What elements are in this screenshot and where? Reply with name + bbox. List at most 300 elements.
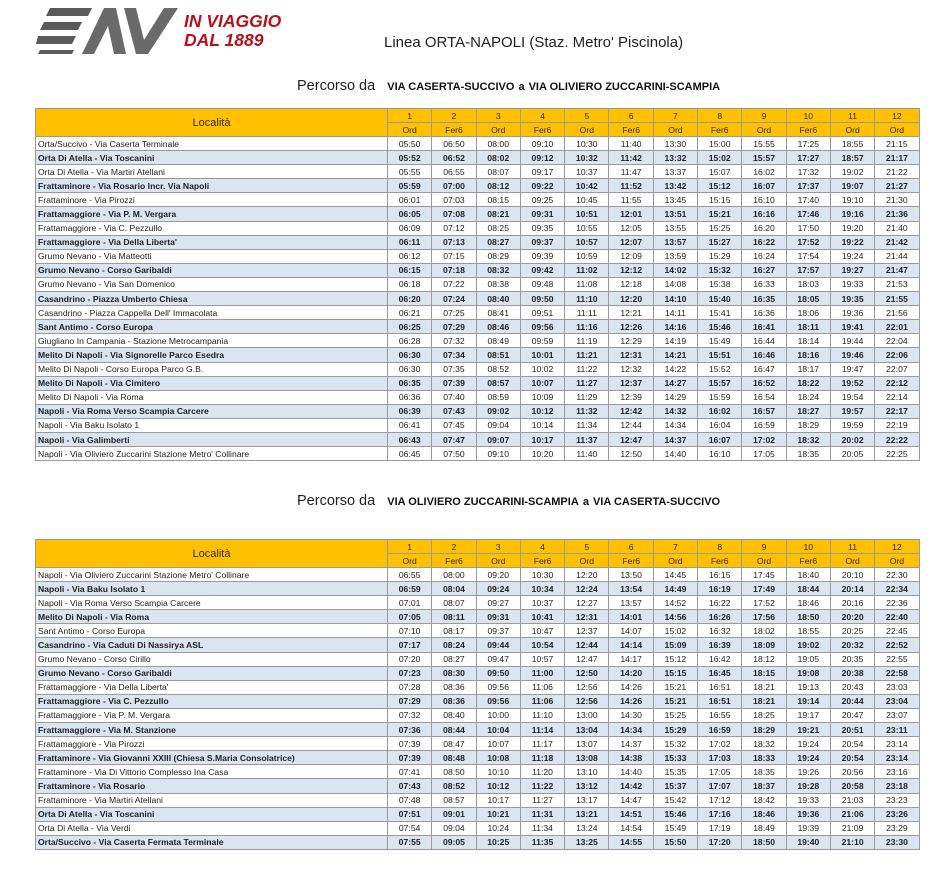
trip-number: 7 — [653, 109, 697, 123]
departure-time: 14:16 — [653, 320, 697, 334]
departure-time: 10:09 — [520, 390, 564, 404]
trip-number: 11 — [830, 109, 874, 123]
departure-time: 19:02 — [830, 165, 874, 179]
stop-name: Napoli - Via Baku Isolato 1 — [36, 418, 388, 432]
departure-time: 16:39 — [698, 638, 742, 652]
departure-time: 07:12 — [432, 221, 476, 235]
departure-time: 14:20 — [609, 666, 653, 680]
departure-time: 07:54 — [388, 821, 432, 835]
departure-time: 14:29 — [653, 390, 697, 404]
departure-time: 17:02 — [698, 737, 742, 751]
departure-time: 11:37 — [565, 432, 609, 446]
departure-time: 06:43 — [388, 432, 432, 446]
trip-number: 8 — [698, 109, 742, 123]
departure-time: 09:47 — [476, 652, 520, 666]
departure-time: 10:07 — [520, 376, 564, 390]
departure-time: 07:24 — [432, 292, 476, 306]
table-row — [36, 362, 920, 376]
departure-time: 16:59 — [742, 418, 786, 432]
departure-time: 22:19 — [875, 418, 919, 432]
departure-time: 11:06 — [520, 680, 564, 694]
departure-time: 08:40 — [476, 292, 520, 306]
departure-time: 10:10 — [476, 765, 520, 779]
departure-time: 21:03 — [830, 793, 874, 807]
table-row — [36, 680, 920, 694]
departure-time: 06:20 — [388, 292, 432, 306]
table-row — [36, 708, 920, 722]
departure-time: 15:02 — [653, 624, 697, 638]
departure-time: 08:36 — [432, 694, 476, 708]
outbound-timetable — [35, 108, 920, 461]
departure-time: 08:48 — [432, 751, 476, 765]
departure-time: 23:26 — [875, 807, 919, 821]
departure-time: 08:44 — [432, 723, 476, 737]
table-row — [36, 277, 920, 291]
departure-time: 19:24 — [830, 249, 874, 263]
departure-time: 10:41 — [520, 610, 564, 624]
departure-time: 08:59 — [476, 390, 520, 404]
departure-time: 08:41 — [476, 306, 520, 320]
departure-time: 14:40 — [609, 765, 653, 779]
departure-time: 18:35 — [786, 447, 830, 461]
departure-time: 08:52 — [476, 362, 520, 376]
departure-time: 13:10 — [565, 765, 609, 779]
departure-time: 11:18 — [520, 751, 564, 765]
table-row — [36, 624, 920, 638]
departure-time: 23:07 — [875, 708, 919, 722]
departure-time: 16:51 — [698, 694, 742, 708]
departure-time: 14:17 — [609, 652, 653, 666]
departure-time: 10:34 — [520, 582, 564, 596]
departure-time: 10:12 — [520, 404, 564, 418]
departure-time: 15:32 — [653, 737, 697, 751]
departure-time: 13:57 — [653, 235, 697, 249]
departure-time: 07:48 — [388, 793, 432, 807]
departure-time: 06:01 — [388, 193, 432, 207]
departure-time: 21:55 — [875, 292, 919, 306]
departure-time: 07:32 — [432, 334, 476, 348]
departure-time: 08:49 — [476, 334, 520, 348]
departure-time: 10:51 — [565, 207, 609, 221]
departure-time: 20:16 — [830, 596, 874, 610]
departure-time: 12:56 — [565, 680, 609, 694]
trip-number: 1 — [388, 540, 432, 554]
departure-time: 09:42 — [520, 263, 564, 277]
departure-time: 18:12 — [742, 652, 786, 666]
departure-time: 22:36 — [875, 596, 919, 610]
trip-number: 7 — [653, 540, 697, 554]
trip-type: Fer6 — [786, 123, 830, 137]
departure-time: 19:26 — [786, 765, 830, 779]
departure-time: 15:59 — [698, 390, 742, 404]
departure-time: 09:39 — [520, 249, 564, 263]
departure-time: 08:52 — [432, 779, 476, 793]
departure-time: 09:07 — [476, 432, 520, 446]
departure-time: 14:21 — [653, 348, 697, 362]
departure-time: 08:40 — [432, 708, 476, 722]
departure-time: 05:55 — [388, 165, 432, 179]
departure-time: 09:37 — [520, 235, 564, 249]
departure-time: 12:20 — [565, 568, 609, 582]
table-row — [36, 193, 920, 207]
departure-time: 23:29 — [875, 821, 919, 835]
departure-time: 09:59 — [520, 334, 564, 348]
departure-time: 06:21 — [388, 306, 432, 320]
departure-time: 11:14 — [520, 723, 564, 737]
trip-type: Ord — [388, 554, 432, 568]
departure-time: 07:55 — [388, 835, 432, 849]
stop-name: Orta Di Atella - Via Toscanini — [36, 807, 388, 821]
stop-name: Casandrino - Piazza Cappella Dell' Immacolata — [36, 306, 388, 320]
departure-time: 12:29 — [609, 334, 653, 348]
stop-name: Orta Di Atella - Via Verdi — [36, 821, 388, 835]
stop-name: Frattamaggiore - Via C. Pezzullo — [36, 694, 388, 708]
departure-time: 07:15 — [432, 249, 476, 263]
departure-time: 12:37 — [565, 624, 609, 638]
departure-time: 11:34 — [520, 821, 564, 835]
table-row — [36, 263, 920, 277]
departure-time: 10:04 — [476, 723, 520, 737]
departure-time: 21:22 — [875, 165, 919, 179]
departure-time: 19:21 — [786, 723, 830, 737]
departure-time: 14:30 — [609, 708, 653, 722]
trip-type: Fer6 — [698, 554, 742, 568]
departure-time: 22:06 — [875, 348, 919, 362]
departure-time: 22:34 — [875, 582, 919, 596]
departure-time: 07:25 — [432, 306, 476, 320]
departure-time: 13:21 — [565, 807, 609, 821]
table-row — [36, 348, 920, 362]
return-connector: a — [582, 496, 589, 508]
departure-time: 14:38 — [609, 751, 653, 765]
departure-time: 07:22 — [432, 277, 476, 291]
departure-time: 10:21 — [476, 807, 520, 821]
departure-time: 07:03 — [432, 193, 476, 207]
departure-time: 10:20 — [520, 447, 564, 461]
departure-time: 05:52 — [388, 151, 432, 165]
departure-time: 13:08 — [565, 751, 609, 765]
departure-time: 09:37 — [476, 624, 520, 638]
trip-type: Ord — [653, 554, 697, 568]
table-row — [36, 292, 920, 306]
departure-time: 15:55 — [742, 137, 786, 151]
table-row — [36, 765, 920, 779]
trip-type: Fer6 — [520, 123, 564, 137]
departure-time: 19:54 — [830, 390, 874, 404]
departure-time: 09:44 — [476, 638, 520, 652]
table-row — [36, 404, 920, 418]
departure-time: 09:24 — [476, 582, 520, 596]
departure-time: 10:25 — [476, 835, 520, 849]
departure-time: 15:15 — [653, 666, 697, 680]
departure-time: 12:27 — [565, 596, 609, 610]
table-row — [36, 723, 920, 737]
departure-time: 14:34 — [609, 723, 653, 737]
departure-time: 21:10 — [830, 835, 874, 849]
departure-time: 17:45 — [742, 568, 786, 582]
departure-time: 16:41 — [742, 320, 786, 334]
trip-number: 5 — [565, 109, 609, 123]
stop-name: Napoli - Via Galimberti — [36, 432, 388, 446]
table-row — [36, 207, 920, 221]
departure-time: 08:12 — [476, 179, 520, 193]
departure-time: 20:56 — [830, 765, 874, 779]
stop-name: Grumo Nevano - Corso Garibaldi — [36, 666, 388, 680]
stop-name: Frattamaggiore - Via P. M. Vergara — [36, 207, 388, 221]
departure-time: 11:42 — [609, 151, 653, 165]
departure-time: 10:17 — [520, 432, 564, 446]
departure-time: 23:16 — [875, 765, 919, 779]
departure-time: 06:52 — [432, 151, 476, 165]
table-row — [36, 666, 920, 680]
trip-type: Ord — [476, 554, 520, 568]
trip-number: 12 — [875, 540, 919, 554]
departure-time: 12:01 — [609, 207, 653, 221]
departure-time: 09:01 — [432, 807, 476, 821]
departure-time: 06:55 — [432, 165, 476, 179]
stop-name: Grumo Nevano - Corso Cirillo — [36, 652, 388, 666]
departure-time: 22:07 — [875, 362, 919, 376]
trip-number: 3 — [476, 540, 520, 554]
departure-time: 16:52 — [742, 376, 786, 390]
departure-time: 08:27 — [476, 235, 520, 249]
departure-time: 15:32 — [698, 263, 742, 277]
departure-time: 09:31 — [476, 610, 520, 624]
departure-time: 14:26 — [609, 694, 653, 708]
departure-time: 10:07 — [476, 737, 520, 751]
departure-time: 19:59 — [830, 418, 874, 432]
departure-time: 16:36 — [742, 306, 786, 320]
departure-time: 14:14 — [609, 638, 653, 652]
departure-time: 16:51 — [698, 680, 742, 694]
departure-time: 18:29 — [786, 418, 830, 432]
departure-time: 08:07 — [476, 165, 520, 179]
table-row — [36, 320, 920, 334]
departure-time: 17:37 — [786, 179, 830, 193]
departure-time: 11:27 — [520, 793, 564, 807]
departure-time: 14:10 — [653, 292, 697, 306]
departure-time: 15:35 — [653, 765, 697, 779]
departure-time: 07:35 — [432, 362, 476, 376]
departure-time: 14:02 — [653, 263, 697, 277]
departure-time: 20:35 — [830, 652, 874, 666]
departure-time: 12:39 — [609, 390, 653, 404]
departure-time: 08:00 — [432, 568, 476, 582]
departure-time: 22:12 — [875, 376, 919, 390]
departure-time: 12:18 — [609, 277, 653, 291]
departure-time: 08:36 — [432, 680, 476, 694]
trip-number: 8 — [698, 540, 742, 554]
departure-time: 18:46 — [742, 807, 786, 821]
departure-time: 19:44 — [830, 334, 874, 348]
departure-time: 06:12 — [388, 249, 432, 263]
departure-time: 13:07 — [565, 737, 609, 751]
departure-time: 20:54 — [830, 751, 874, 765]
departure-time: 06:41 — [388, 418, 432, 432]
departure-time: 16:02 — [742, 165, 786, 179]
departure-time: 19:39 — [786, 821, 830, 835]
departure-time: 13:37 — [653, 165, 697, 179]
departure-time: 14:01 — [609, 610, 653, 624]
table-row — [36, 249, 920, 263]
departure-time: 15:25 — [698, 221, 742, 235]
trip-type: Ord — [830, 554, 874, 568]
departure-time: 18:15 — [742, 666, 786, 680]
departure-time: 16:32 — [698, 624, 742, 638]
departure-time: 12:37 — [609, 376, 653, 390]
table-row — [36, 582, 920, 596]
departure-time: 10:12 — [476, 779, 520, 793]
departure-time: 13:04 — [565, 723, 609, 737]
return-to: VIA CASERTA-SUCCIVO — [592, 496, 721, 508]
departure-time: 13:24 — [565, 821, 609, 835]
departure-time: 19:46 — [830, 348, 874, 362]
departure-time: 12:07 — [609, 235, 653, 249]
departure-time: 06:09 — [388, 221, 432, 235]
stop-name: Napoli - Via Oliviero Zuccarini Stazione Metro' Collinare — [36, 447, 388, 461]
departure-time: 12:09 — [609, 249, 653, 263]
departure-time: 07:28 — [388, 680, 432, 694]
departure-time: 18:21 — [742, 680, 786, 694]
departure-time: 15:12 — [698, 179, 742, 193]
departure-time: 11:29 — [565, 390, 609, 404]
departure-time: 06:39 — [388, 404, 432, 418]
departure-time: 09:56 — [476, 680, 520, 694]
departure-time: 07:40 — [432, 390, 476, 404]
departure-time: 16:42 — [698, 652, 742, 666]
table-row — [36, 334, 920, 348]
departure-time: 13:51 — [653, 207, 697, 221]
departure-time: 13:30 — [653, 137, 697, 151]
stop-name: Frattamaggiore - Via Della Liberta' — [36, 235, 388, 249]
departure-time: 07:47 — [432, 432, 476, 446]
departure-time: 07:17 — [388, 638, 432, 652]
departure-time: 18:22 — [786, 376, 830, 390]
departure-time: 09:04 — [432, 821, 476, 835]
departure-time: 09:35 — [520, 221, 564, 235]
departure-time: 21:27 — [875, 179, 919, 193]
departure-time: 18:14 — [786, 334, 830, 348]
departure-time: 19:52 — [830, 376, 874, 390]
departure-time: 19:08 — [786, 666, 830, 680]
departure-time: 08:46 — [476, 320, 520, 334]
table-row — [36, 390, 920, 404]
trip-number: 10 — [786, 109, 830, 123]
departure-time: 10:54 — [520, 638, 564, 652]
departure-time: 18:11 — [786, 320, 830, 334]
departure-time: 10:32 — [565, 151, 609, 165]
location-header: Località — [36, 109, 388, 137]
departure-time: 15:09 — [653, 638, 697, 652]
stop-name: Frattaminore - Via Martiri Atellani — [36, 793, 388, 807]
departure-time: 11:47 — [609, 165, 653, 179]
departure-time: 21:42 — [875, 235, 919, 249]
departure-time: 11:40 — [565, 447, 609, 461]
table-row — [36, 652, 920, 666]
outbound-connector: a — [518, 81, 525, 93]
departure-time: 06:55 — [388, 568, 432, 582]
departure-time: 14:27 — [653, 376, 697, 390]
stop-name: Melito Di Napoli - Via Cimitero — [36, 376, 388, 390]
departure-time: 07:34 — [432, 348, 476, 362]
departure-time: 17:32 — [786, 165, 830, 179]
table-row — [36, 306, 920, 320]
departure-time: 16:27 — [742, 263, 786, 277]
departure-time: 12:47 — [609, 432, 653, 446]
departure-time: 15:21 — [653, 680, 697, 694]
departure-time: 12:44 — [565, 638, 609, 652]
table-row — [36, 376, 920, 390]
departure-time: 16:22 — [698, 596, 742, 610]
departure-time: 18:02 — [742, 624, 786, 638]
departure-time: 13:59 — [653, 249, 697, 263]
departure-time: 15:29 — [653, 723, 697, 737]
trip-type: Ord — [565, 554, 609, 568]
departure-time: 16:20 — [742, 221, 786, 235]
departure-time: 22:40 — [875, 610, 919, 624]
departure-time: 18:55 — [786, 624, 830, 638]
departure-time: 11:06 — [520, 694, 564, 708]
departure-time: 15:07 — [698, 165, 742, 179]
departure-time: 10:30 — [520, 568, 564, 582]
logo-tagline — [184, 12, 281, 50]
departure-time: 23:11 — [875, 723, 919, 737]
stop-name: Melito Di Napoli - Via Roma — [36, 390, 388, 404]
departure-time: 19:22 — [830, 235, 874, 249]
departure-time: 19:24 — [786, 737, 830, 751]
departure-time: 15:50 — [653, 835, 697, 849]
trip-type: Fer6 — [609, 123, 653, 137]
departure-time: 16:24 — [742, 249, 786, 263]
departure-time: 12:44 — [609, 418, 653, 432]
stop-name: Giugliano In Campania - Stazione Metrocampania — [36, 334, 388, 348]
departure-time: 12:05 — [609, 221, 653, 235]
trip-number: 2 — [432, 540, 476, 554]
departure-time: 15:40 — [698, 292, 742, 306]
departure-time: 21:56 — [875, 306, 919, 320]
trip-type: Fer6 — [609, 554, 653, 568]
departure-time: 09:51 — [520, 306, 564, 320]
departure-time: 13:25 — [565, 835, 609, 849]
departure-time: 06:36 — [388, 390, 432, 404]
departure-time: 14:07 — [609, 624, 653, 638]
departure-time: 20:02 — [830, 432, 874, 446]
trip-number: 12 — [875, 109, 919, 123]
departure-time: 19:41 — [830, 320, 874, 334]
departure-time: 14:55 — [609, 835, 653, 849]
departure-time: 18:05 — [786, 292, 830, 306]
departure-time: 10:02 — [520, 362, 564, 376]
departure-time: 09:27 — [476, 596, 520, 610]
departure-time: 08:15 — [476, 193, 520, 207]
departure-time: 20:51 — [830, 723, 874, 737]
departure-time: 10:24 — [476, 821, 520, 835]
departure-time: 16:07 — [698, 432, 742, 446]
departure-time: 12:42 — [609, 404, 653, 418]
departure-time: 09:56 — [476, 694, 520, 708]
departure-time: 19:33 — [786, 793, 830, 807]
departure-time: 07:50 — [432, 447, 476, 461]
table-row — [36, 737, 920, 751]
departure-time: 07:05 — [388, 610, 432, 624]
table-row — [36, 835, 920, 849]
departure-time: 09:50 — [520, 292, 564, 306]
departure-time: 15:49 — [653, 821, 697, 835]
eav-logo-mark — [36, 4, 181, 56]
departure-time: 16:02 — [698, 404, 742, 418]
trip-type: Fer6 — [432, 123, 476, 137]
departure-time: 07:39 — [432, 376, 476, 390]
